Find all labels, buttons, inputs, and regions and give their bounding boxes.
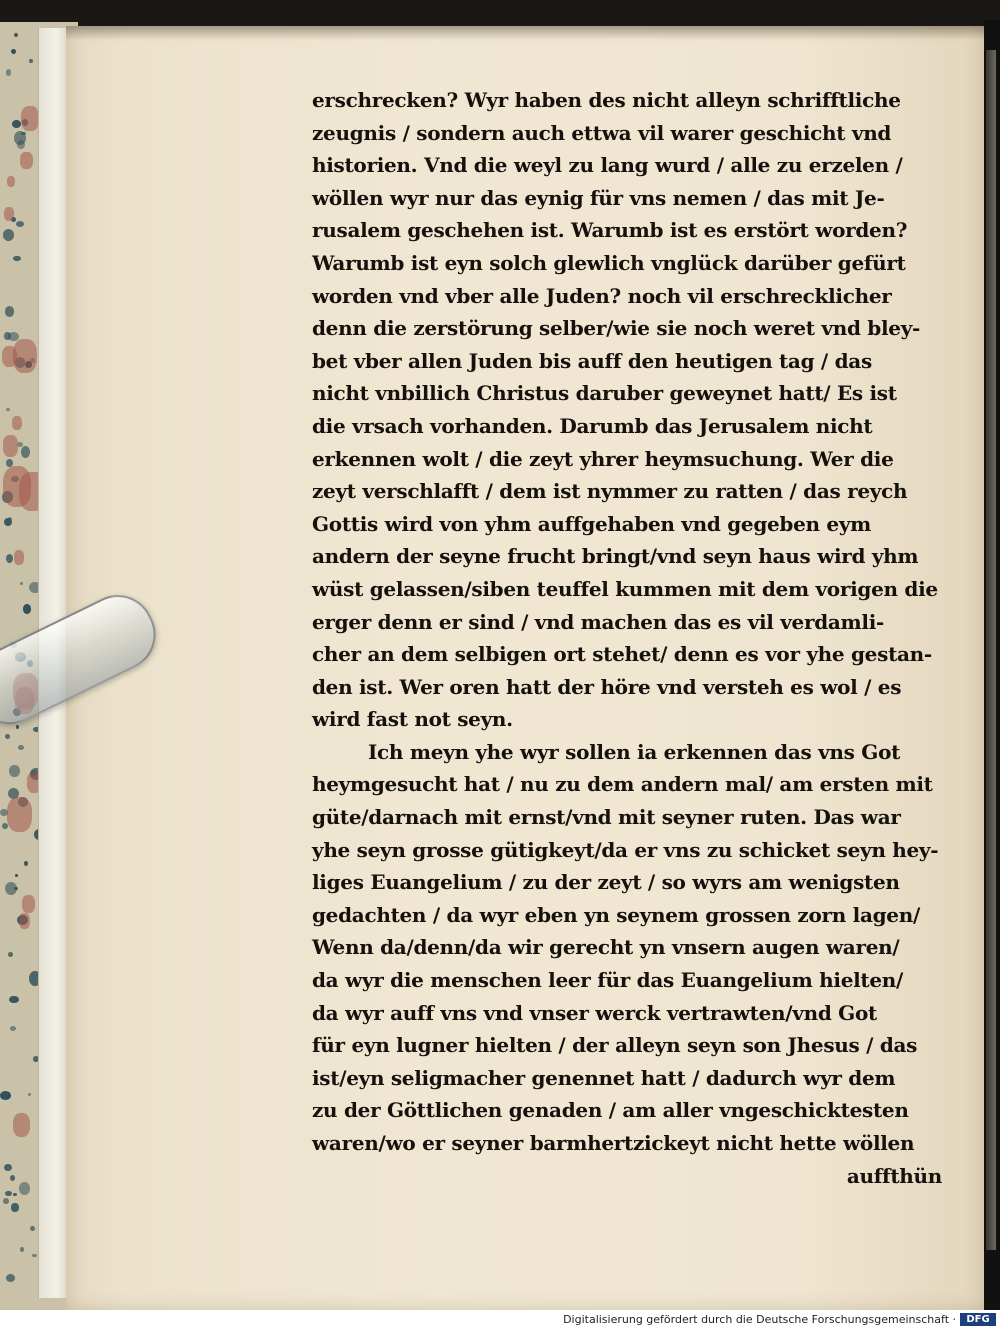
text-line: güte/darnach mit ernst/vnd mit seyner ruten. Das war	[312, 805, 901, 830]
text-line: Ich meyn yhe wyr sollen ia erkennen das vns Got	[368, 739, 901, 764]
text-line: erschrecken? Wyr haben des nicht alleyn schrifftliche	[312, 88, 901, 112]
binding-strip	[984, 20, 1000, 1310]
page-shadow	[66, 26, 984, 40]
text-line: Wenn da/denn/da wir gerecht yn vnsern augen waren/	[312, 935, 900, 960]
text-line: zu der Göttlichen genaden / am aller vngeschicktesten	[312, 1098, 909, 1123]
text-line: historien. Vnd die weyl zu lang wurd / alle zu erzelen /	[312, 153, 903, 178]
text-line: Warumb ist eyn solch glewlich vnglück darüber gefürt	[312, 250, 906, 275]
text-line: auffthün	[846, 1163, 942, 1188]
text-line: erger denn er sind / vnd machen das es vil verdamli-	[312, 609, 885, 634]
text-line: cher an dem selbigen ort stehet/ denn es vor yhe gestan-	[312, 642, 932, 667]
text-line: waren/wo er seyner barmhertzickeyt nicht hette wöllen	[312, 1131, 915, 1155]
text-line: zeugnis / sondern auch ettwa vil warer geschicht vnd	[312, 120, 892, 145]
text-line: Gottis wird von yhm auffgehaben vnd gegeben eym	[312, 511, 872, 536]
text-line: denn die zerstörung selber/wie sie noch weret vnd bley-	[312, 316, 921, 341]
dfg-logo: DFG	[960, 1313, 996, 1326]
text-line: die vrsach vorhanden. Darumb das Jerusalem nicht	[312, 413, 873, 438]
text-line: da wyr die menschen leer für das Euangelium hielten/	[312, 968, 904, 993]
text-line: wöllen wyr nur das eynig für vns nemen / das mit Je-	[312, 185, 885, 210]
text-line: liges Euangelium / zu der zeyt / so wyrs am wenigsten	[312, 870, 900, 895]
text-line: bet vber allen Juden bis auff den heutigen tag / das	[312, 348, 872, 373]
text-line: wird fast not seyn.	[312, 707, 513, 732]
text-line: erkennen wolt / die zeyt yhrer heymsuchung. Wer die	[312, 446, 894, 471]
text-line: heymgesucht hat / nu zu dem andern mal/ am ersten mit	[312, 772, 933, 797]
text-line: nicht vnbillich Christus daruber geweynet hatt/ Es ist	[312, 381, 897, 406]
text-line: da wyr auff vns vnd vnser werck vertrawten/vnd Got	[312, 1000, 877, 1025]
text-line: ist/eyn seligmacher genennet hatt / dadurch wyr dem	[312, 1065, 896, 1090]
text-line: worden vnd vber alle Juden? noch vil erschrecklicher	[312, 283, 892, 308]
text-line: andern der seyne frucht bringt/vnd seyn haus wird yhm	[312, 544, 919, 569]
footer-credit: Digitalisierung gefördert durch die Deutsche Forschungsgemeinschaft ·	[563, 1313, 956, 1326]
page-text	[312, 84, 942, 1192]
footer	[0, 1310, 1000, 1329]
text-line: für eyn lugner hielten / der alleyn seyn son Jhesus / das	[312, 1033, 918, 1058]
text-line: zeyt verschlafft / dem ist nymmer zu ratten / das reych	[312, 479, 908, 504]
text-line: wüst gelassen/siben teuffel kummen mit dem vorigen die	[312, 576, 938, 601]
text-line: yhe seyn grosse gütigkeyt/da er vns zu schicket seyn hey-	[312, 837, 939, 862]
text-line: rusalem geschehen ist. Warumb ist es erstört worden?	[312, 218, 908, 243]
text-line: den ist. Wer oren hatt der höre vnd versteh es wol / es	[312, 674, 902, 699]
text-line: gedachten / da wyr eben yn seynem grossen zorn lagen/	[312, 902, 920, 927]
